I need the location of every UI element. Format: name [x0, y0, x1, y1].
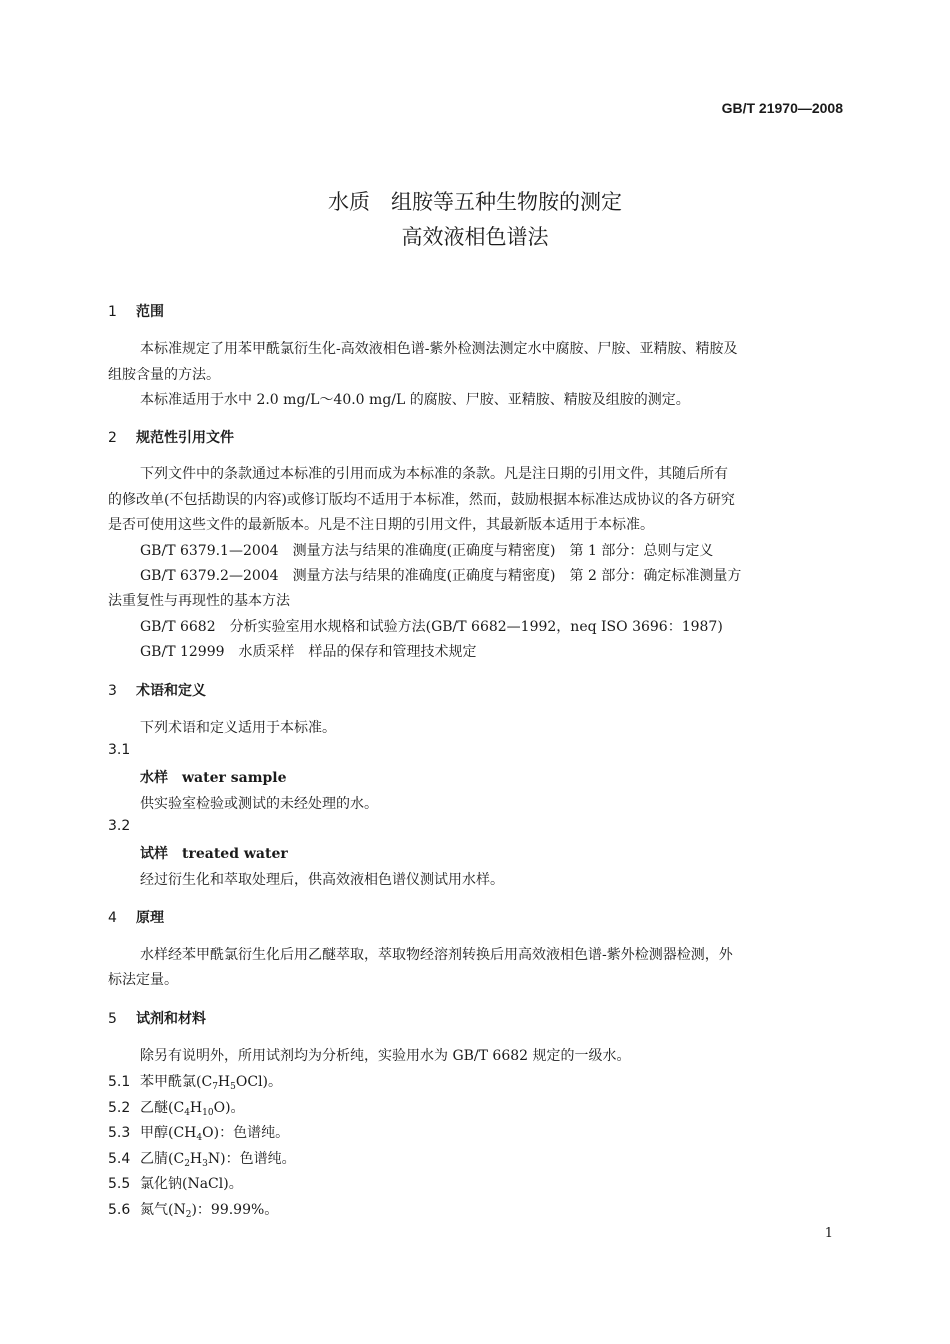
section-number: 4 — [108, 910, 117, 926]
reference-item: GB/T 6682 分析实验室用水规格和试验方法(GB/T 6682—1992，neq ISO 3696：1987) — [140, 619, 723, 635]
paragraph-line: 的修改单(不包括勘误的内容)或修订版均不适用于本标准，然而，鼓励根据本标准达成协议的各方研究 — [108, 492, 735, 508]
section-title: 术语和定义 — [136, 683, 206, 699]
item-number: 5.4 — [108, 1151, 131, 1167]
section-3-heading — [108, 680, 206, 700]
section-number: 2 — [108, 430, 117, 446]
section-title: 规范性引用文件 — [136, 430, 234, 446]
section-2-heading — [108, 427, 234, 447]
term-name: 试样 treated water — [140, 846, 288, 862]
reference-item: GB/T 6379.1—2004 测量方法与结果的准确度(正确度与精密度) 第 1 部分：总则与定义 — [140, 543, 714, 559]
paragraph-line: 标法定量。 — [108, 972, 178, 988]
section-number: 5 — [108, 1011, 117, 1027]
paragraph-line: 下列文件中的条款通过本标准的引用而成为本标准的条款。凡是注日期的引用文件，其随后所有 — [140, 466, 728, 482]
paragraph-line: 本标准规定了用苯甲酰氯衍生化-高效液相色谱-紫外检测法测定水中腐胺、尸胺、亚精胺、精胺及 — [140, 341, 738, 357]
paragraph-line: 组胺含量的方法。 — [108, 367, 220, 383]
paragraph-line: 下列术语和定义适用于本标准。 — [140, 720, 336, 736]
paragraph-line: 是否可使用这些文件的最新版本。凡是不注日期的引用文件，其最新版本适用于本标准。 — [108, 517, 654, 533]
document-title-line1: 水质 组胺等五种生物胺的测定 — [328, 190, 622, 214]
term-definition: 经过衍生化和萃取处理后，供高效液相色谱仪测试用水样。 — [140, 872, 504, 888]
reagent-item: 5.6 氮气$(N_2)$：99.99%。 — [108, 1202, 279, 1220]
paragraph-line: 本标准适用于水中 2.0 mg/L～40.0 mg/L 的腐胺、尸胺、亚精胺、精胺及组胺的测定。 — [140, 392, 690, 408]
reagent-item: 5.4 乙腈$(C_2H_3N)$：色谱纯。 — [108, 1151, 296, 1169]
item-number: 5.3 — [108, 1125, 131, 1141]
reagent-item: 5.3 甲醇$(CH_4O)$：色谱纯。 — [108, 1125, 290, 1143]
section-title: 范围 — [136, 304, 164, 320]
standard-code: GB/T 21970—2008 — [721, 100, 843, 116]
section-4-heading — [108, 907, 164, 927]
reference-item: GB/T 12999 水质采样 样品的保存和管理技术规定 — [140, 644, 477, 660]
reference-item-continued: 法重复性与再现性的基本方法 — [108, 593, 290, 609]
term-number: 3.2 — [108, 818, 131, 834]
item-number: 5.2 — [108, 1100, 131, 1116]
section-title: 试剂和材料 — [136, 1011, 206, 1027]
section-title: 原理 — [136, 910, 164, 926]
term-name: 水样 water sample — [140, 770, 287, 786]
reference-item: GB/T 6379.2—2004 测量方法与结果的准确度(正确度与精密度) 第 2 部分：确定标准测量方 — [140, 568, 742, 584]
item-number: 5.6 — [108, 1202, 131, 1218]
document-title-line2: 高效液相色谱法 — [401, 225, 549, 249]
section-number: 3 — [108, 683, 117, 699]
item-number: 5.5 — [108, 1176, 131, 1192]
item-number: 5.1 — [108, 1074, 131, 1090]
reagent-item: 5.5 氯化钠(NaCl)。 — [108, 1176, 243, 1192]
section-number: 1 — [108, 304, 117, 320]
term-number: 3.1 — [108, 742, 131, 758]
paragraph-line: 水样经苯甲酰氯衍生化后用乙醚萃取，萃取物经溶剂转换后用高效液相色谱-紫外检测器检测，外 — [140, 947, 733, 963]
reagent-item: 5.1 苯甲酰氯$(C_7H_5OCl)$。 — [108, 1074, 283, 1092]
section-1-heading — [108, 301, 164, 321]
paragraph-line: 除另有说明外，所用试剂均为分析纯，实验用水为 GB/T 6682 规定的一级水。 — [140, 1048, 631, 1064]
reagent-item: 5.2 乙醚$(C_4H_{10}O)$。 — [108, 1100, 245, 1118]
section-5-heading — [108, 1008, 206, 1028]
page-number: 1 — [824, 1226, 833, 1241]
term-definition: 供实验室检验或测试的未经处理的水。 — [140, 796, 378, 812]
